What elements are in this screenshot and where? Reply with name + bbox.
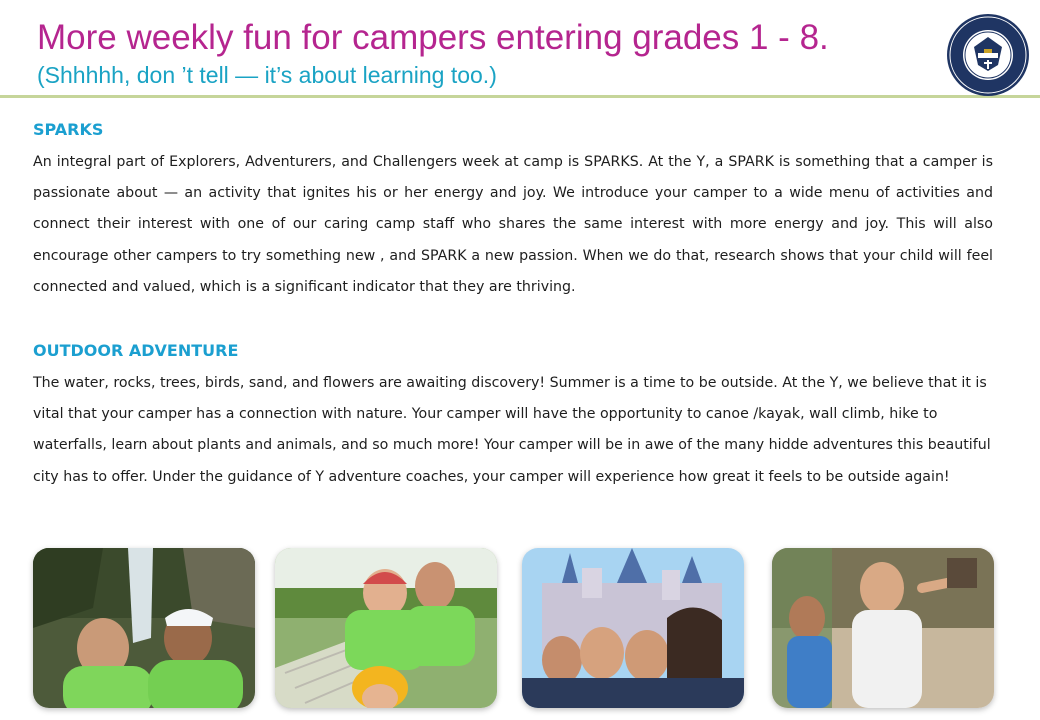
outdoor-adventure-paragraph: The water, rocks, trees, birds, sand, and flowers are awaiting discovery! Summer is a time to be outside. At the Y, we believe that it is vital that your camper has a connection with nature. Your camper will have the opportunity to canoe /kayak, wall climb, hike to waterfalls, learn about plants and animals, and so much more! Your camper will be in awe of the many hidde adventures this beautiful city has to offer. Under the guidance of Y adventure coaches, your camper will experience how great it feels to be outside again! — [33, 375, 991, 485]
photo-castle-campers — [522, 548, 744, 708]
header-divider — [0, 95, 1040, 98]
outdoor-adventure-heading: OUTDOOR ADVENTURE — [33, 341, 239, 360]
sparks-heading: SPARKS — [33, 120, 104, 139]
page-subtitle: (Shhhhh, don ’t tell — it’s about learning too.) — [37, 62, 497, 88]
page-title: More weekly fun for campers entering grades 1 - 8. — [37, 18, 829, 57]
sparks-paragraph: An integral part of Explorers, Adventurers, and Challengers week at camp is SPARKS. At the Y, a SPARK is something that a camper is passionate about — an activity that ignites his or her energy and joy. We introduce your camper to a wide menu of activities and connect their interest with one of our caring camp staff who shares the same interest with more energy and joy. This will also encourage other campers to try something new , and SPARK a new passion. When we do that, research shows that your child will feel connected and valued, which is a significant indicator that they are thriving. — [33, 154, 993, 295]
photo-climbing-helmet-campers — [275, 548, 497, 708]
school-seal-logo — [946, 13, 1030, 97]
photo-outdoor-campers — [772, 548, 994, 708]
photo-waterfall-campers — [33, 548, 255, 708]
